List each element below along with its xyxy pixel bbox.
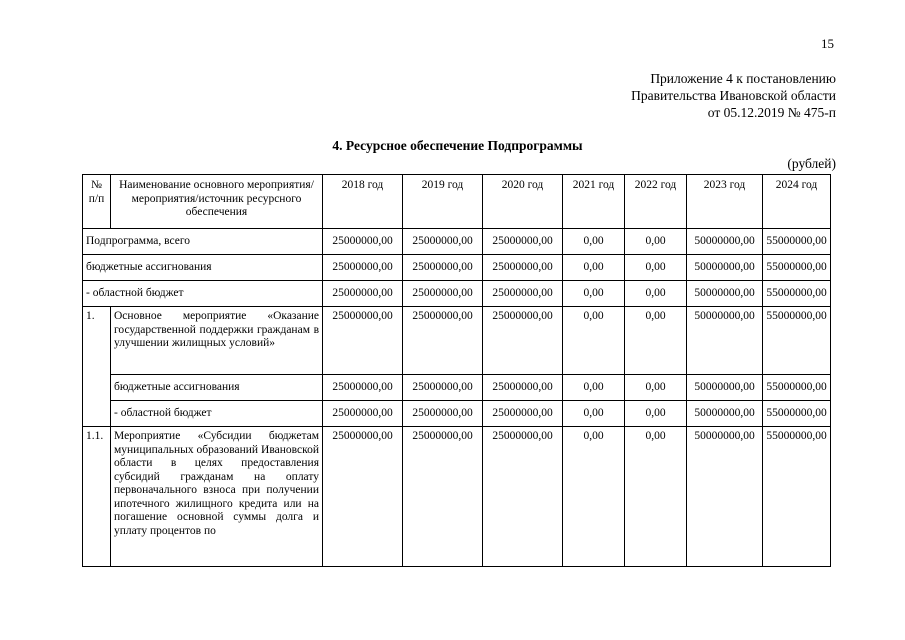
cell-2019: 25000000,00	[403, 427, 483, 567]
header-2018: 2018 год	[323, 175, 403, 229]
cell-2024: 55000000,00	[763, 281, 831, 307]
cell-2020: 25000000,00	[483, 427, 563, 567]
cell-2022: 0,00	[625, 401, 687, 427]
cell-2021: 0,00	[563, 375, 625, 401]
header-2019: 2019 год	[403, 175, 483, 229]
header-2021: 2021 год	[563, 175, 625, 229]
table-row	[83, 281, 831, 307]
cell-2023: 50000000,00	[687, 229, 763, 255]
header-2024: 2024 год	[763, 175, 831, 229]
cell-2023: 50000000,00	[687, 281, 763, 307]
table-row	[83, 401, 831, 427]
row-number: 1.	[83, 307, 111, 427]
cell-2021: 0,00	[563, 401, 625, 427]
appendix-header	[480, 70, 836, 121]
section-title: 4. Ресурсное обеспечение Подпрограммы	[332, 138, 583, 153]
cell-2021: 0,00	[563, 229, 625, 255]
cell-2023: 50000000,00	[687, 255, 763, 281]
row-name: Мероприятие «Субсидии бюджетам муниципальных образований Ивановской области в целях предоставления субсидий гражданам на оплату первоначального взноса при получении ипотечного жилищного кредита или на погашение основной суммы долга и уплату процентов по	[111, 427, 323, 567]
cell-2019: 25000000,00	[403, 229, 483, 255]
cell-2024: 55000000,00	[763, 255, 831, 281]
cell-2023: 50000000,00	[687, 427, 763, 567]
units-label: (рублей)	[787, 156, 836, 171]
header-2022: 2022 год	[625, 175, 687, 229]
cell-2022: 0,00	[625, 307, 687, 375]
cell-2023: 50000000,00	[687, 375, 763, 401]
cell-2019: 25000000,00	[403, 307, 483, 375]
row-name: Основное мероприятие «Оказание государственной поддержки гражданам в улучшении жилищных условий»	[111, 307, 323, 375]
page-number: 15	[821, 36, 834, 51]
row-name: - областной бюджет	[111, 401, 323, 427]
cell-2020: 25000000,00	[483, 229, 563, 255]
cell-2024: 55000000,00	[763, 375, 831, 401]
cell-2022: 0,00	[625, 427, 687, 567]
appendix-line-1: Приложение 4 к постановлению	[650, 71, 836, 86]
cell-2020: 25000000,00	[483, 281, 563, 307]
cell-2018: 25000000,00	[323, 427, 403, 567]
header-num: № п/п	[83, 175, 111, 229]
appendix-line-2: Правительства Ивановской области	[631, 88, 836, 103]
cell-2022: 0,00	[625, 229, 687, 255]
cell-2022: 0,00	[625, 281, 687, 307]
cell-2019: 25000000,00	[403, 401, 483, 427]
cell-2024: 55000000,00	[763, 307, 831, 375]
table-header-row	[83, 175, 831, 229]
table-row	[83, 307, 831, 375]
row-name: - областной бюджет	[83, 281, 323, 307]
cell-2022: 0,00	[625, 255, 687, 281]
cell-2020: 25000000,00	[483, 255, 563, 281]
cell-2018: 25000000,00	[323, 375, 403, 401]
cell-2024: 55000000,00	[763, 427, 831, 567]
table-row	[83, 375, 831, 401]
cell-2019: 25000000,00	[403, 255, 483, 281]
cell-2024: 55000000,00	[763, 229, 831, 255]
header-2023: 2023 год	[687, 175, 763, 229]
header-name: Наименование основного мероприятия/мероприятия/источник ресурсного обеспечения	[111, 175, 323, 229]
cell-2023: 50000000,00	[687, 401, 763, 427]
cell-2020: 25000000,00	[483, 375, 563, 401]
row-name: Подпрограмма, всего	[83, 229, 323, 255]
row-number: 1.1.	[83, 427, 111, 567]
cell-2020: 25000000,00	[483, 307, 563, 375]
cell-2018: 25000000,00	[323, 229, 403, 255]
cell-2020: 25000000,00	[483, 401, 563, 427]
cell-2024: 55000000,00	[763, 401, 831, 427]
cell-2021: 0,00	[563, 281, 625, 307]
cell-2023: 50000000,00	[687, 307, 763, 375]
cell-2018: 25000000,00	[323, 307, 403, 375]
row-name: бюджетные ассигнования	[83, 255, 323, 281]
cell-2021: 0,00	[563, 307, 625, 375]
cell-2018: 25000000,00	[323, 281, 403, 307]
table-row	[83, 229, 831, 255]
cell-2021: 0,00	[563, 255, 625, 281]
row-name: бюджетные ассигнования	[111, 375, 323, 401]
table-row	[83, 427, 831, 567]
cell-2019: 25000000,00	[403, 375, 483, 401]
cell-2018: 25000000,00	[323, 255, 403, 281]
cell-2021: 0,00	[563, 427, 625, 567]
appendix-line-3: от 05.12.2019 № 475-п	[707, 105, 836, 120]
header-2020: 2020 год	[483, 175, 563, 229]
cell-2019: 25000000,00	[403, 281, 483, 307]
table-row	[83, 255, 831, 281]
cell-2022: 0,00	[625, 375, 687, 401]
cell-2018: 25000000,00	[323, 401, 403, 427]
resource-table	[82, 174, 831, 567]
